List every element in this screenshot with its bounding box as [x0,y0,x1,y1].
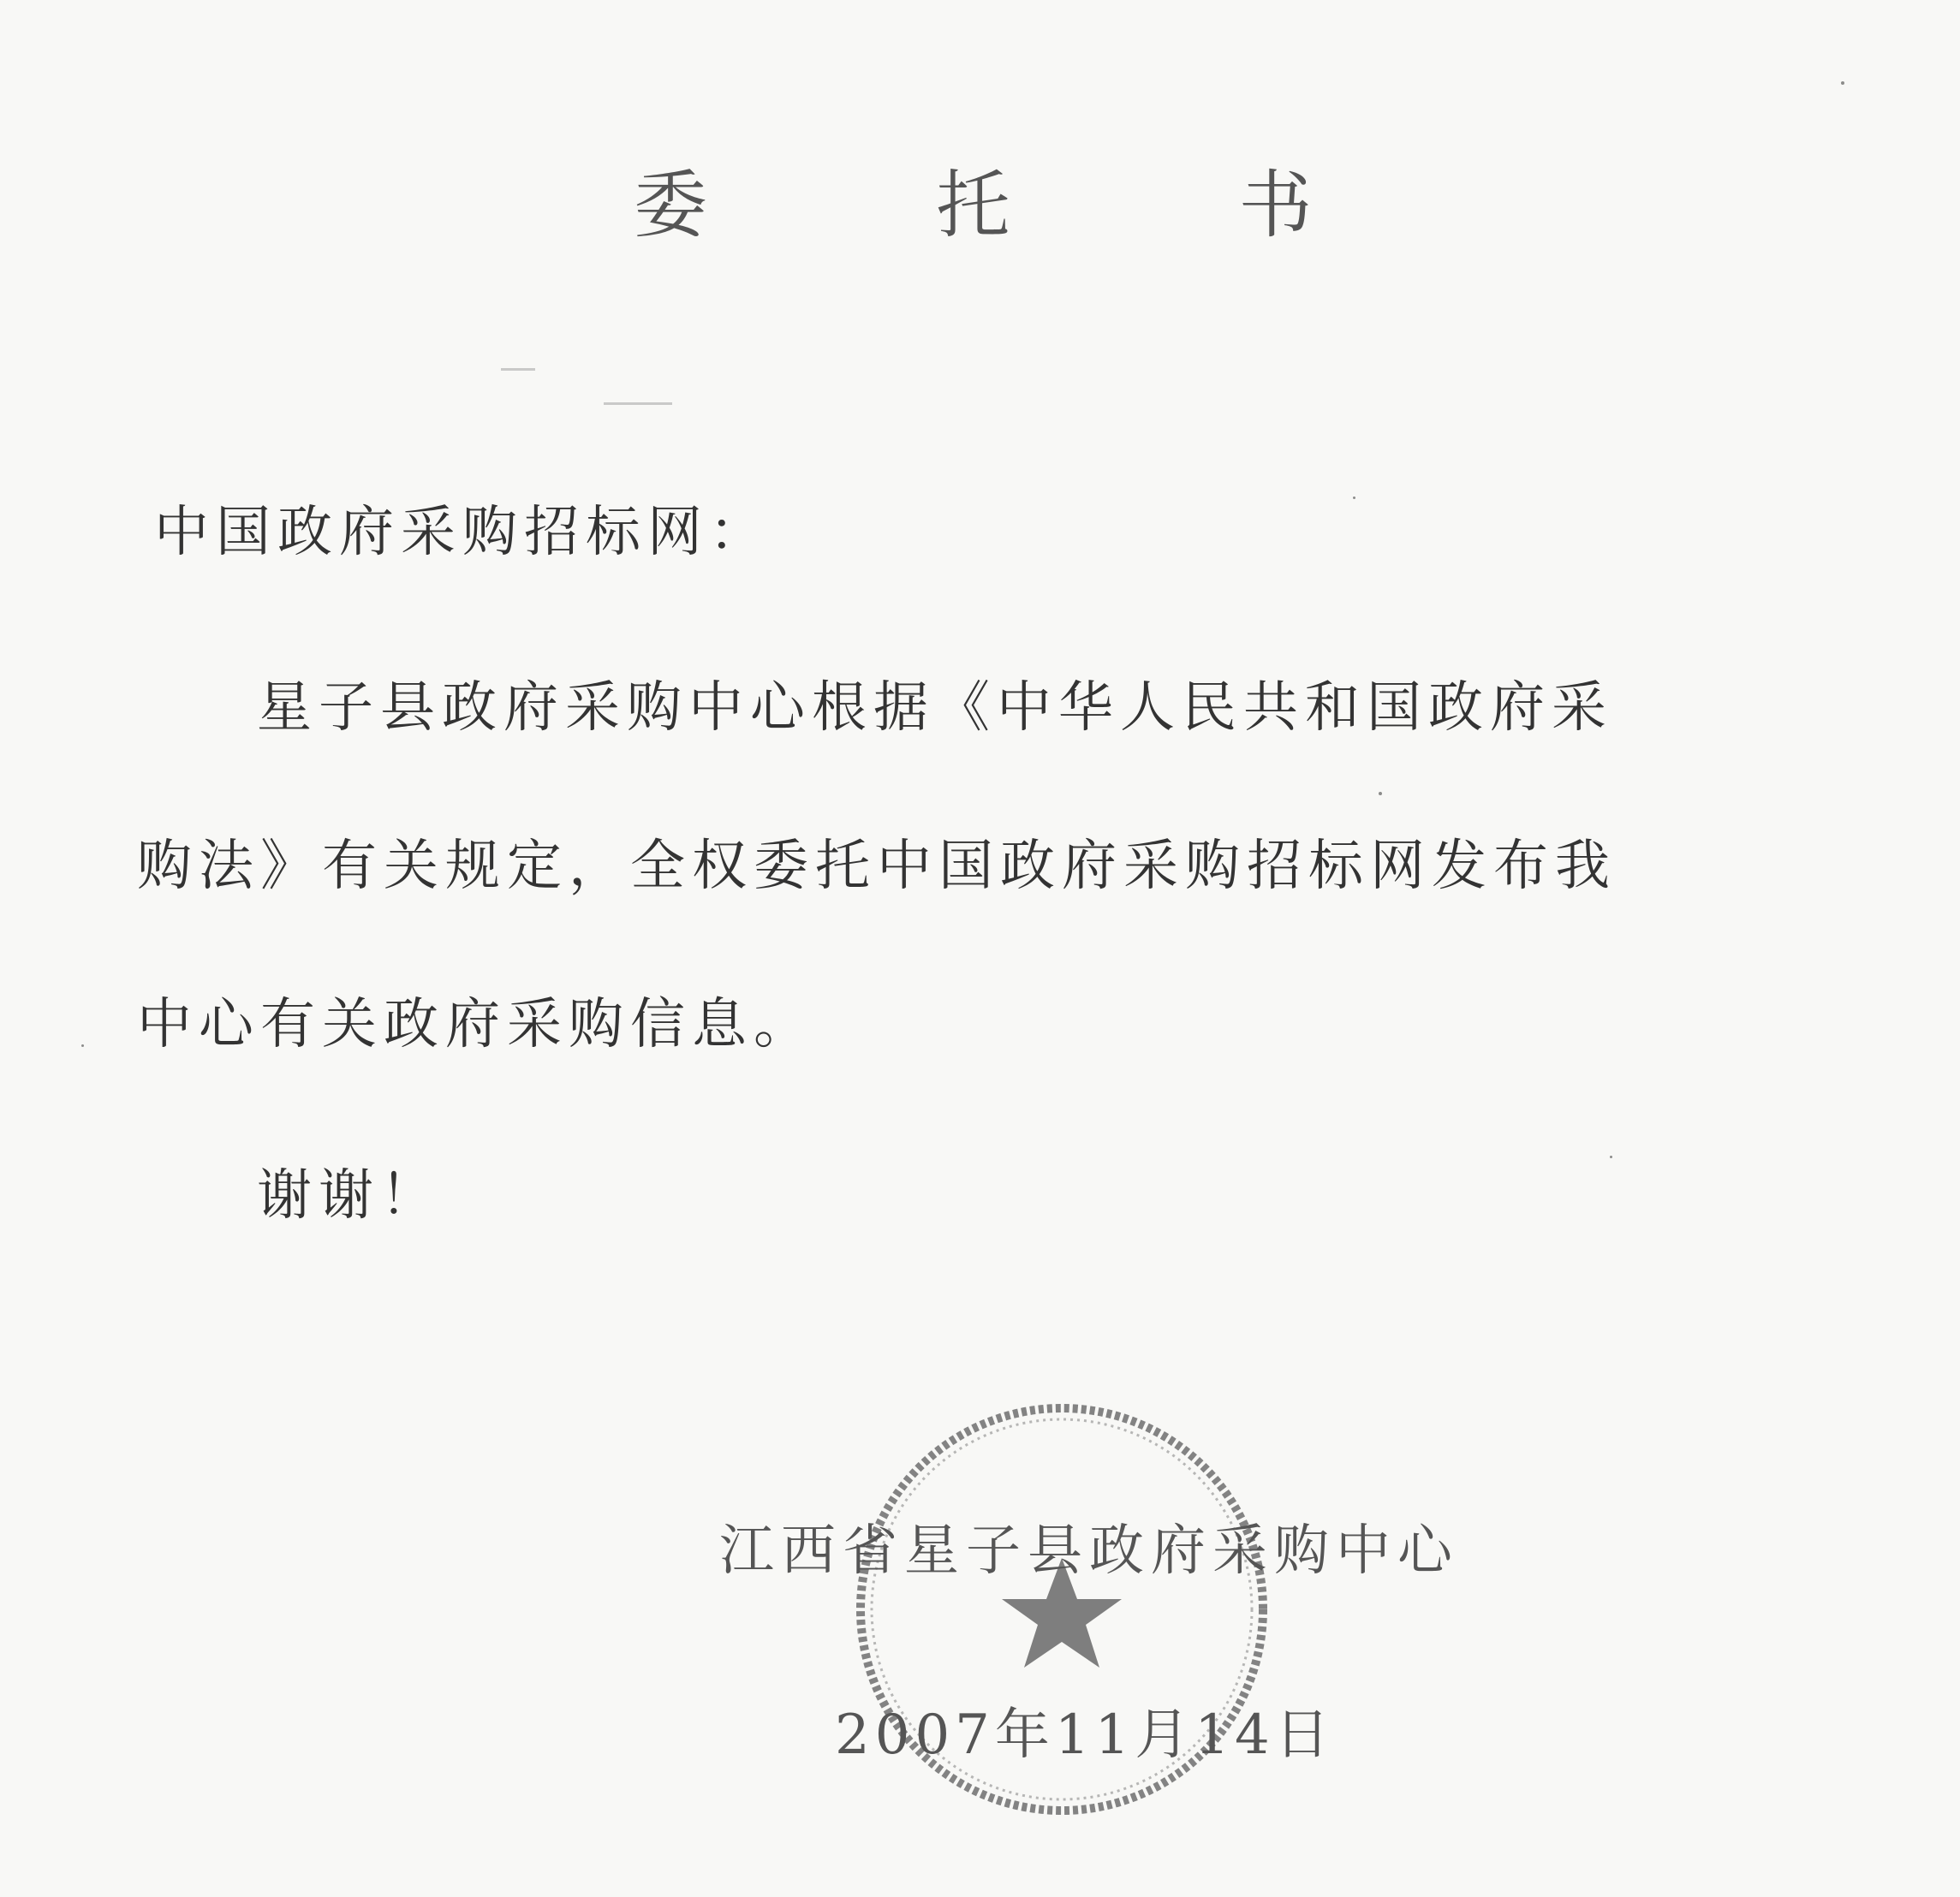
scan-speck [1353,497,1355,499]
scan-mark [604,402,672,405]
scan-speck [1379,792,1382,795]
scan-speck [81,1044,84,1047]
signature-organization: 江西省星子县政府采购中心 [719,1519,1459,1583]
scan-speck [1841,81,1844,85]
scan-speck [1610,1156,1612,1158]
document-date: 2007年11月14日 [835,1704,1335,1767]
addressee: 中国政府采购招标网： [154,501,771,564]
body-line-1: 星子县政府采购中心根据《中华人民共和国政府采 [257,676,1613,740]
document-title: 委 托 书 [634,163,1415,248]
closing-thanks: 谢谢！ [257,1164,442,1228]
body-line-2: 购法》有关规定，全权委托中国政府采购招标网发布我 [137,835,1617,898]
scan-mark [501,368,535,371]
body-line-3: 中心有关政府采购信息。 [137,993,815,1056]
